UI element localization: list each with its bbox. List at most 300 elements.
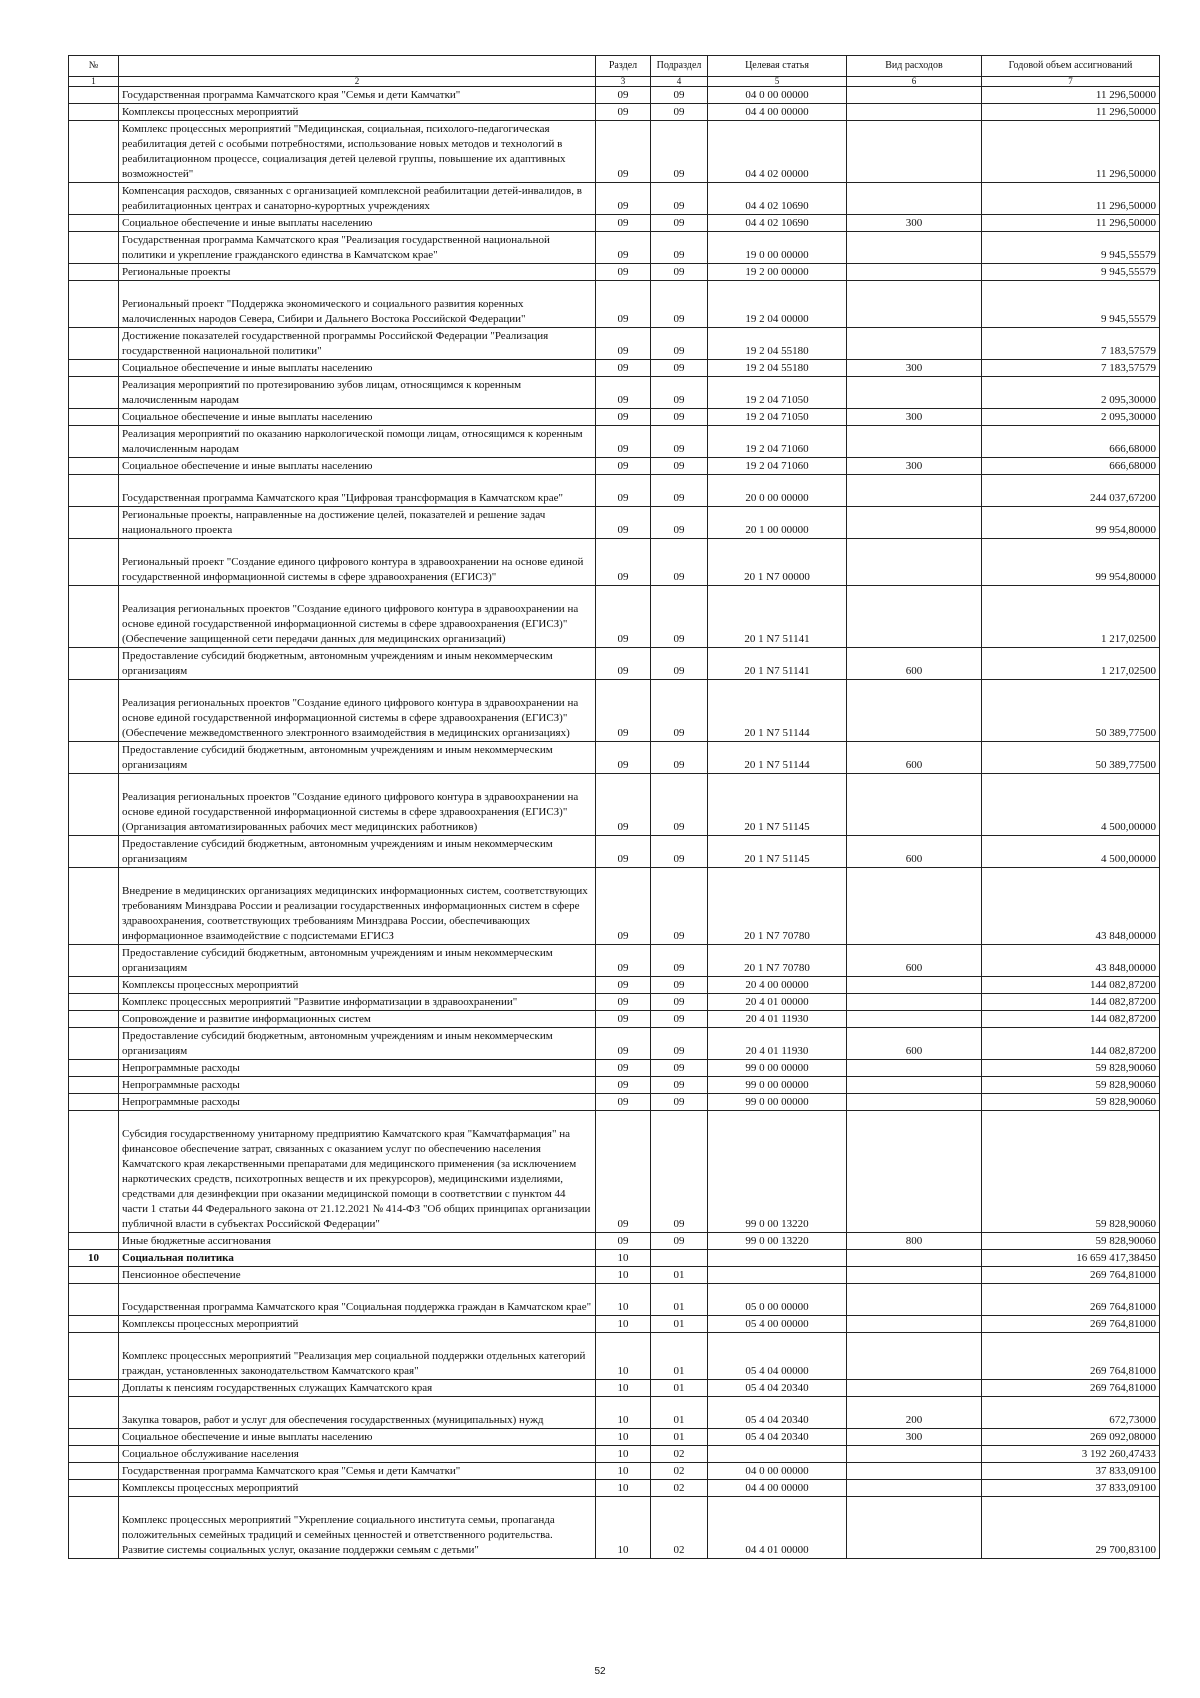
row-razdel: 09 xyxy=(596,977,651,994)
row-target-article: 19 2 04 71060 xyxy=(708,458,847,475)
row-target-article: 04 0 00 00000 xyxy=(708,87,847,104)
row-razdel: 09 xyxy=(596,1077,651,1094)
row-name: Государственная программа Камчатского края "Социальная поддержка граждан в Камчатском крае" xyxy=(119,1284,596,1316)
row-name: Достижение показателей государственной программы Российской Федерации "Реализация государственной национальной политики" xyxy=(119,328,596,360)
row-number xyxy=(69,104,119,121)
row-podrazdel: 09 xyxy=(651,1060,708,1077)
row-razdel: 09 xyxy=(596,121,651,183)
row-target-article: 04 4 02 10690 xyxy=(708,183,847,215)
row-expense-type xyxy=(847,377,982,409)
row-name: Государственная программа Камчатского края "Семья и дети Камчатки" xyxy=(119,1463,596,1480)
row-expense-type xyxy=(847,1111,982,1233)
table-row xyxy=(69,1028,1160,1060)
row-razdel: 09 xyxy=(596,215,651,232)
row-number: 10 xyxy=(69,1250,119,1267)
row-number xyxy=(69,586,119,648)
row-name: Комплекс процессных мероприятий "Реализация мер социальной поддержки отдельных категорий граждан, установленных законодательством Камчатского края" xyxy=(119,1333,596,1380)
row-number xyxy=(69,742,119,774)
row-number xyxy=(69,1284,119,1316)
row-expense-type: 200 xyxy=(847,1397,982,1429)
row-podrazdel: 09 xyxy=(651,458,708,475)
row-target-article: 19 2 04 00000 xyxy=(708,281,847,328)
row-podrazdel: 01 xyxy=(651,1380,708,1397)
row-target-article: 99 0 00 13220 xyxy=(708,1111,847,1233)
row-podrazdel: 09 xyxy=(651,742,708,774)
row-name: Комплекс процессных мероприятий "Медицинская, социальная, психолого-педагогическая реабилитация детей с особыми потребностями, использование новых методов и технологий в реабилитационном процессе, социализация детей целевой группы, повышение их адаптивных возможностей" xyxy=(119,121,596,183)
row-name: Государственная программа Камчатского края "Семья и дети Камчатки" xyxy=(119,87,596,104)
row-amount: 99 954,80000 xyxy=(982,507,1160,539)
row-number xyxy=(69,539,119,586)
row-amount: 50 389,77500 xyxy=(982,680,1160,742)
row-podrazdel: 09 xyxy=(651,1077,708,1094)
row-amount: 144 082,87200 xyxy=(982,994,1160,1011)
row-expense-type xyxy=(847,183,982,215)
row-podrazdel: 09 xyxy=(651,426,708,458)
table-row xyxy=(69,868,1160,945)
row-target-article: 20 1 N7 51141 xyxy=(708,648,847,680)
row-amount: 11 296,50000 xyxy=(982,104,1160,121)
row-name: Комплексы процессных мероприятий xyxy=(119,977,596,994)
row-podrazdel: 01 xyxy=(651,1429,708,1446)
row-number xyxy=(69,1446,119,1463)
row-amount: 144 082,87200 xyxy=(982,1028,1160,1060)
row-target-article: 20 1 N7 70780 xyxy=(708,945,847,977)
row-amount: 269 764,81000 xyxy=(982,1267,1160,1284)
row-expense-type: 600 xyxy=(847,945,982,977)
row-podrazdel: 09 xyxy=(651,281,708,328)
row-podrazdel: 09 xyxy=(651,977,708,994)
row-name: Компенсация расходов, связанных с организацией комплексной реабилитации детей-инвалидов, в реабилитационных центрах и санаторно-курортных учреждениях xyxy=(119,183,596,215)
row-number xyxy=(69,1077,119,1094)
row-target-article xyxy=(708,1250,847,1267)
row-amount: 11 296,50000 xyxy=(982,121,1160,183)
row-razdel: 09 xyxy=(596,183,651,215)
row-razdel: 09 xyxy=(596,475,651,507)
row-target-article: 04 4 01 00000 xyxy=(708,1497,847,1559)
row-number xyxy=(69,1497,119,1559)
row-number xyxy=(69,1111,119,1233)
table-row xyxy=(69,1111,1160,1233)
row-amount: 9 945,55579 xyxy=(982,264,1160,281)
table-row xyxy=(69,183,1160,215)
row-razdel: 10 xyxy=(596,1380,651,1397)
column-index: 5 xyxy=(708,77,847,87)
row-podrazdel: 09 xyxy=(651,774,708,836)
row-expense-type xyxy=(847,1480,982,1497)
table-row xyxy=(69,121,1160,183)
row-razdel: 09 xyxy=(596,994,651,1011)
row-expense-type xyxy=(847,87,982,104)
row-name: Социальное обеспечение и иные выплаты населению xyxy=(119,458,596,475)
row-expense-type xyxy=(847,328,982,360)
row-target-article: 20 4 00 00000 xyxy=(708,977,847,994)
row-number xyxy=(69,507,119,539)
row-target-article: 05 4 04 20340 xyxy=(708,1397,847,1429)
row-podrazdel: 09 xyxy=(651,1111,708,1233)
row-amount: 144 082,87200 xyxy=(982,1011,1160,1028)
row-amount: 59 828,90060 xyxy=(982,1233,1160,1250)
row-name: Региональные проекты xyxy=(119,264,596,281)
row-name: Социальное обеспечение и иные выплаты населению xyxy=(119,409,596,426)
row-podrazdel: 01 xyxy=(651,1284,708,1316)
row-number xyxy=(69,183,119,215)
row-target-article: 20 1 N7 51144 xyxy=(708,680,847,742)
row-amount: 1 217,02500 xyxy=(982,586,1160,648)
row-name: Региональный проект "Создание единого цифрового контура в здравоохранении на основе единой государственной информационной системы в сфере здравоохранения (ЕГИСЗ)" xyxy=(119,539,596,586)
row-amount: 269 764,81000 xyxy=(982,1333,1160,1380)
row-target-article: 20 4 01 11930 xyxy=(708,1011,847,1028)
page-number: 52 xyxy=(594,1666,606,1677)
row-razdel: 09 xyxy=(596,328,651,360)
row-expense-type xyxy=(847,1267,982,1284)
row-razdel: 09 xyxy=(596,648,651,680)
row-podrazdel: 09 xyxy=(651,648,708,680)
row-name: Комплекс процессных мероприятий "Укрепление социального института семьи, пропаганда положительных семейных традиций и семейных ценностей и ответственного родительства. Развитие системы социальных услуг, оказание поддержки семьям с детьми" xyxy=(119,1497,596,1559)
row-expense-type xyxy=(847,1011,982,1028)
row-name: Закупка товаров, работ и услуг для обеспечения государственных (муниципальных) нужд xyxy=(119,1397,596,1429)
row-name: Государственная программа Камчатского края "Цифровая трансформация в Камчатском крае" xyxy=(119,475,596,507)
row-razdel: 09 xyxy=(596,586,651,648)
table-row xyxy=(69,232,1160,264)
row-amount: 672,73000 xyxy=(982,1397,1160,1429)
table-row xyxy=(69,507,1160,539)
row-target-article: 05 4 04 20340 xyxy=(708,1429,847,1446)
row-amount: 144 082,87200 xyxy=(982,977,1160,994)
column-index: 2 xyxy=(119,77,596,87)
row-amount: 4 500,00000 xyxy=(982,774,1160,836)
row-target-article: 20 4 01 00000 xyxy=(708,994,847,1011)
row-number xyxy=(69,868,119,945)
row-podrazdel: 09 xyxy=(651,539,708,586)
table-row xyxy=(69,945,1160,977)
row-expense-type xyxy=(847,1333,982,1380)
row-name: Социальное обеспечение и иные выплаты населению xyxy=(119,215,596,232)
row-target-article: 04 0 00 00000 xyxy=(708,1463,847,1480)
column-index: 1 xyxy=(69,77,119,87)
row-number xyxy=(69,281,119,328)
row-number xyxy=(69,458,119,475)
row-razdel: 09 xyxy=(596,409,651,426)
row-name: Комплекс процессных мероприятий "Развитие информатизации в здравоохранении" xyxy=(119,994,596,1011)
table-row xyxy=(69,1267,1160,1284)
row-expense-type xyxy=(847,868,982,945)
row-razdel: 10 xyxy=(596,1316,651,1333)
table-row xyxy=(69,1380,1160,1397)
row-podrazdel: 01 xyxy=(651,1267,708,1284)
row-target-article: 20 1 N7 00000 xyxy=(708,539,847,586)
row-number xyxy=(69,945,119,977)
table-row xyxy=(69,1333,1160,1380)
row-podrazdel: 09 xyxy=(651,868,708,945)
row-podrazdel: 02 xyxy=(651,1497,708,1559)
row-amount: 37 833,09100 xyxy=(982,1463,1160,1480)
row-target-article: 99 0 00 13220 xyxy=(708,1233,847,1250)
table-row xyxy=(69,1463,1160,1480)
row-amount: 16 659 417,38450 xyxy=(982,1250,1160,1267)
table-row xyxy=(69,1077,1160,1094)
row-target-article: 04 4 02 10690 xyxy=(708,215,847,232)
row-name: Реализация мероприятий по оказанию наркологической помощи лицам, относящимся к коренным малочисленным народам xyxy=(119,426,596,458)
table-row xyxy=(69,539,1160,586)
row-expense-type xyxy=(847,264,982,281)
row-razdel: 09 xyxy=(596,1233,651,1250)
row-amount: 59 828,90060 xyxy=(982,1111,1160,1233)
table-row xyxy=(69,1233,1160,1250)
row-razdel: 09 xyxy=(596,426,651,458)
row-name: Реализация региональных проектов "Создание единого цифрового контура в здравоохранении на основе единой государственной информационной системы в сфере здравоохранения (ЕГИСЗ)" (Обеспечение межведомственного электронного взаимодействия в медицинских организациях) xyxy=(119,680,596,742)
row-podrazdel: 01 xyxy=(651,1397,708,1429)
row-razdel: 09 xyxy=(596,264,651,281)
table-row xyxy=(69,409,1160,426)
column-index: 3 xyxy=(596,77,651,87)
row-number xyxy=(69,215,119,232)
row-name: Предоставление субсидий бюджетным, автономным учреждениям и иным некоммерческим организациям xyxy=(119,836,596,868)
row-name: Сопровождение и развитие информационных систем xyxy=(119,1011,596,1028)
row-razdel: 09 xyxy=(596,1060,651,1077)
header-expense-type: Вид расходов xyxy=(847,56,982,77)
row-podrazdel: 09 xyxy=(651,1028,708,1060)
row-podrazdel: 01 xyxy=(651,1316,708,1333)
row-name: Государственная программа Камчатского края "Реализация государственной национальной политики и укрепление гражданского единства в Камчатском крае" xyxy=(119,232,596,264)
row-name: Комплексы процессных мероприятий xyxy=(119,1316,596,1333)
row-target-article: 20 1 N7 51145 xyxy=(708,774,847,836)
row-podrazdel: 09 xyxy=(651,121,708,183)
row-name: Комплексы процессных мероприятий xyxy=(119,1480,596,1497)
row-target-article: 19 2 04 55180 xyxy=(708,328,847,360)
table-row xyxy=(69,1397,1160,1429)
row-amount: 269 764,81000 xyxy=(982,1284,1160,1316)
row-number xyxy=(69,1463,119,1480)
row-target-article: 04 4 00 00000 xyxy=(708,1480,847,1497)
row-target-article: 20 1 N7 70780 xyxy=(708,868,847,945)
row-number xyxy=(69,232,119,264)
row-expense-type: 600 xyxy=(847,1028,982,1060)
row-target-article: 04 4 02 00000 xyxy=(708,121,847,183)
row-target-article: 19 2 04 71050 xyxy=(708,377,847,409)
row-number xyxy=(69,264,119,281)
header-razdel: Раздел xyxy=(596,56,651,77)
table-row xyxy=(69,87,1160,104)
row-expense-type xyxy=(847,232,982,264)
row-target-article: 20 1 N7 51144 xyxy=(708,742,847,774)
row-amount: 269 092,08000 xyxy=(982,1429,1160,1446)
row-name: Внедрение в медицинских организациях медицинских информационных систем, соответствующих требованиям Минздрава России и реализации государственных информационных систем в сфере здравоохранения, соответствующих требованиям Минздрава России, обеспечивающих информационное взаимодействие с подсистемами ЕГИСЗ xyxy=(119,868,596,945)
row-podrazdel: 09 xyxy=(651,409,708,426)
row-amount: 43 848,00000 xyxy=(982,945,1160,977)
row-expense-type xyxy=(847,994,982,1011)
row-target-article: 19 2 00 00000 xyxy=(708,264,847,281)
row-expense-type xyxy=(847,1497,982,1559)
row-expense-type: 600 xyxy=(847,742,982,774)
row-target-article: 19 0 00 00000 xyxy=(708,232,847,264)
row-razdel: 10 xyxy=(596,1267,651,1284)
row-amount: 2 095,30000 xyxy=(982,409,1160,426)
row-expense-type xyxy=(847,507,982,539)
row-amount: 2 095,30000 xyxy=(982,377,1160,409)
row-name: Социальное обслуживание населения xyxy=(119,1446,596,1463)
row-amount: 99 954,80000 xyxy=(982,539,1160,586)
row-expense-type xyxy=(847,426,982,458)
row-expense-type: 300 xyxy=(847,458,982,475)
row-name: Региональный проект "Поддержка экономического и социального развития коренных малочисленных народов Севера, Сибири и Дальнего Востока Российской Федерации" xyxy=(119,281,596,328)
table-row xyxy=(69,264,1160,281)
row-podrazdel: 09 xyxy=(651,377,708,409)
row-amount: 59 828,90060 xyxy=(982,1077,1160,1094)
header-podrazdel: Подраздел xyxy=(651,56,708,77)
row-name: Предоставление субсидий бюджетным, автономным учреждениям и иным некоммерческим организациям xyxy=(119,648,596,680)
table-row xyxy=(69,377,1160,409)
row-razdel: 09 xyxy=(596,281,651,328)
table-row xyxy=(69,360,1160,377)
row-amount: 50 389,77500 xyxy=(982,742,1160,774)
row-number xyxy=(69,774,119,836)
table-row xyxy=(69,977,1160,994)
row-name: Непрограммные расходы xyxy=(119,1077,596,1094)
row-amount: 7 183,57579 xyxy=(982,328,1160,360)
row-amount: 9 945,55579 xyxy=(982,232,1160,264)
row-target-article: 05 0 00 00000 xyxy=(708,1284,847,1316)
row-razdel: 10 xyxy=(596,1497,651,1559)
header-name xyxy=(119,56,596,77)
row-target-article: 20 1 00 00000 xyxy=(708,507,847,539)
row-podrazdel: 09 xyxy=(651,104,708,121)
row-name: Непрограммные расходы xyxy=(119,1060,596,1077)
row-number xyxy=(69,475,119,507)
row-number xyxy=(69,409,119,426)
row-expense-type xyxy=(847,774,982,836)
row-expense-type xyxy=(847,586,982,648)
row-number xyxy=(69,977,119,994)
row-target-article: 05 4 04 20340 xyxy=(708,1380,847,1397)
row-razdel: 10 xyxy=(596,1333,651,1380)
row-expense-type xyxy=(847,1316,982,1333)
table-row xyxy=(69,648,1160,680)
row-razdel: 09 xyxy=(596,868,651,945)
row-razdel: 09 xyxy=(596,507,651,539)
row-razdel: 09 xyxy=(596,945,651,977)
row-name: Социальное обеспечение и иные выплаты населению xyxy=(119,360,596,377)
header-annual-amount: Годовой объем ассигнований xyxy=(982,56,1160,77)
row-podrazdel: 01 xyxy=(651,1333,708,1380)
table-row xyxy=(69,458,1160,475)
row-razdel: 09 xyxy=(596,774,651,836)
row-razdel: 10 xyxy=(596,1284,651,1316)
table-row xyxy=(69,1497,1160,1559)
row-expense-type: 800 xyxy=(847,1233,982,1250)
row-target-article: 05 4 04 00000 xyxy=(708,1333,847,1380)
table-row xyxy=(69,586,1160,648)
table-row xyxy=(69,1060,1160,1077)
row-number xyxy=(69,1333,119,1380)
row-razdel: 09 xyxy=(596,377,651,409)
row-name: Субсидия государственному унитарному предприятию Камчатского края "Камчатфармация" на финансовое обеспечение затрат, связанных с оказанием услуг по обеспечению населения Камчатского края лекарственными препаратами для медицинского применения (за исключением наркотических средств, психотропных веществ и их прекурсоров), медицинскими изделиями, средствами для дезинфекции при оказании медицинской помощи в соответствии с пунктом 44 части 1 статьи 44 Федерального закона от 21.12.2021 № 414-ФЗ "Об общих принципах организации публичной власти в субъектах Российской Федерации" xyxy=(119,1111,596,1233)
table-row xyxy=(69,680,1160,742)
row-number xyxy=(69,1060,119,1077)
row-razdel: 10 xyxy=(596,1446,651,1463)
row-razdel: 09 xyxy=(596,232,651,264)
row-razdel: 09 xyxy=(596,539,651,586)
table-row xyxy=(69,1011,1160,1028)
header-target-article: Целевая статья xyxy=(708,56,847,77)
row-number xyxy=(69,360,119,377)
row-podrazdel: 09 xyxy=(651,360,708,377)
row-podrazdel: 09 xyxy=(651,232,708,264)
row-number xyxy=(69,836,119,868)
row-number xyxy=(69,994,119,1011)
table-row xyxy=(69,1429,1160,1446)
row-podrazdel: 09 xyxy=(651,507,708,539)
row-amount: 269 764,81000 xyxy=(982,1316,1160,1333)
row-target-article: 99 0 00 00000 xyxy=(708,1060,847,1077)
row-name: Реализация мероприятий по протезированию зубов лицам, относящимся к коренным малочисленным народам xyxy=(119,377,596,409)
row-target-article: 20 0 00 00000 xyxy=(708,475,847,507)
row-podrazdel: 09 xyxy=(651,586,708,648)
row-podrazdel: 09 xyxy=(651,183,708,215)
row-number xyxy=(69,377,119,409)
table-row xyxy=(69,1446,1160,1463)
row-target-article: 04 4 00 00000 xyxy=(708,104,847,121)
row-amount: 4 500,00000 xyxy=(982,836,1160,868)
row-expense-type xyxy=(847,281,982,328)
table-row xyxy=(69,1316,1160,1333)
row-expense-type xyxy=(847,977,982,994)
row-target-article: 05 4 00 00000 xyxy=(708,1316,847,1333)
column-index: 6 xyxy=(847,77,982,87)
row-razdel: 09 xyxy=(596,360,651,377)
table-row xyxy=(69,104,1160,121)
table-row xyxy=(69,1480,1160,1497)
row-razdel: 09 xyxy=(596,742,651,774)
budget-table xyxy=(68,55,1160,1559)
row-amount: 666,68000 xyxy=(982,426,1160,458)
row-razdel: 09 xyxy=(596,1094,651,1111)
row-number xyxy=(69,1316,119,1333)
row-amount: 37 833,09100 xyxy=(982,1480,1160,1497)
table-row xyxy=(69,1094,1160,1111)
row-razdel: 09 xyxy=(596,104,651,121)
row-number xyxy=(69,328,119,360)
row-name: Предоставление субсидий бюджетным, автономным учреждениям и иным некоммерческим организациям xyxy=(119,945,596,977)
row-number xyxy=(69,1094,119,1111)
row-podrazdel: 09 xyxy=(651,994,708,1011)
table-row xyxy=(69,328,1160,360)
row-name: Комплексы процессных мероприятий xyxy=(119,104,596,121)
row-target-article: 99 0 00 00000 xyxy=(708,1077,847,1094)
row-expense-type xyxy=(847,1284,982,1316)
row-number xyxy=(69,1429,119,1446)
row-target-article: 19 2 04 71050 xyxy=(708,409,847,426)
row-target-article: 19 2 04 55180 xyxy=(708,360,847,377)
row-target-article: 19 2 04 71060 xyxy=(708,426,847,458)
row-name: Доплаты к пенсиям государственных служащих Камчатского края xyxy=(119,1380,596,1397)
table-row xyxy=(69,1250,1160,1267)
row-expense-type xyxy=(847,1446,982,1463)
header-num: № xyxy=(69,56,119,77)
row-number xyxy=(69,1380,119,1397)
row-razdel: 09 xyxy=(596,1011,651,1028)
row-expense-type xyxy=(847,1094,982,1111)
row-expense-type: 300 xyxy=(847,360,982,377)
table-row xyxy=(69,836,1160,868)
table-row xyxy=(69,994,1160,1011)
row-expense-type xyxy=(847,1250,982,1267)
row-podrazdel: 09 xyxy=(651,1233,708,1250)
row-razdel: 09 xyxy=(596,87,651,104)
row-razdel: 09 xyxy=(596,680,651,742)
row-expense-type xyxy=(847,475,982,507)
row-name: Пенсионное обеспечение xyxy=(119,1267,596,1284)
row-name: Иные бюджетные ассигнования xyxy=(119,1233,596,1250)
